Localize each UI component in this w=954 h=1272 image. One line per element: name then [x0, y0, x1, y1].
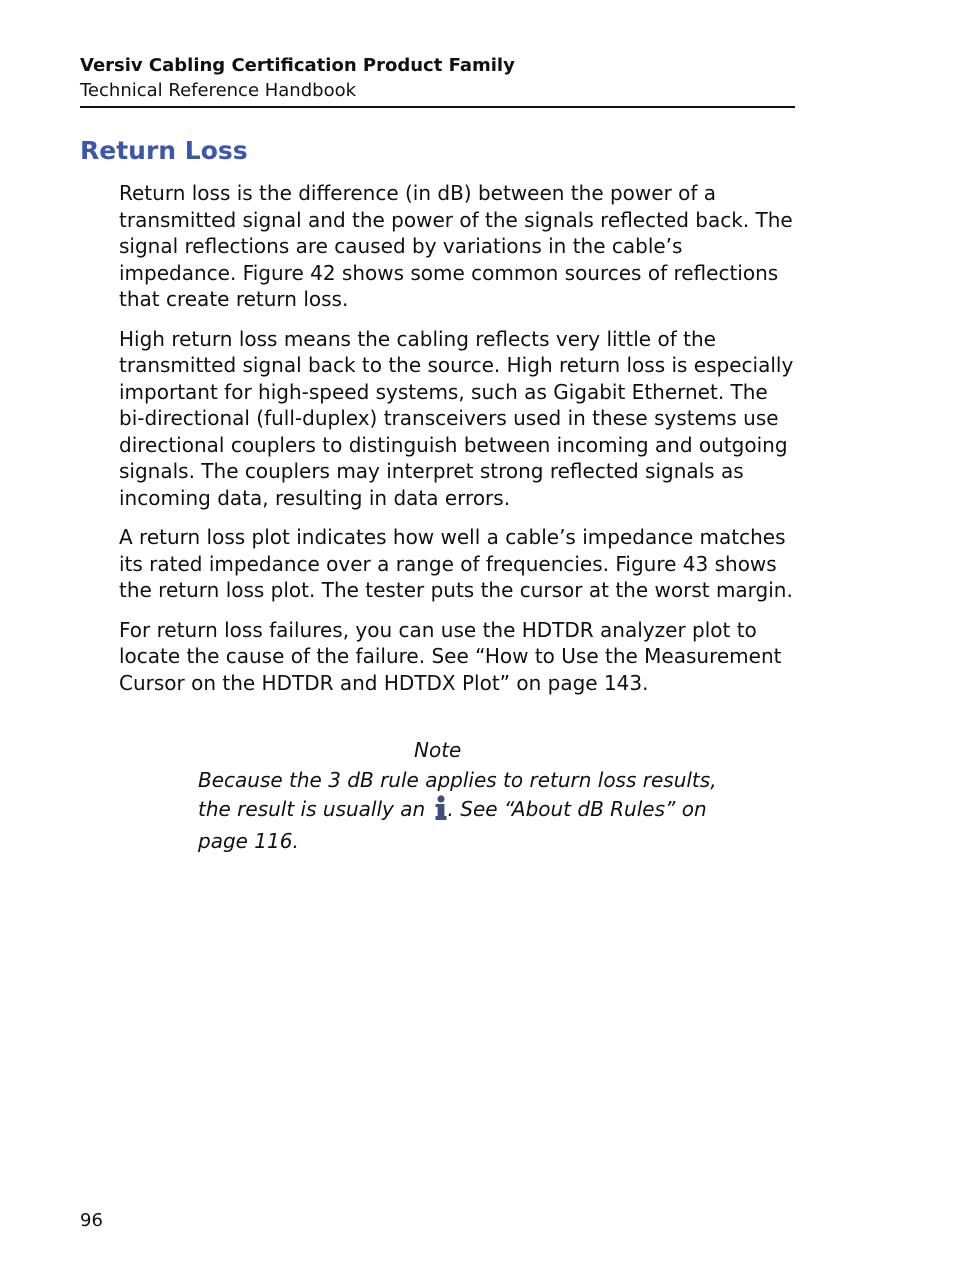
info-icon-graphic: [435, 795, 447, 821]
info-icon: [435, 795, 447, 829]
running-header: [80, 53, 795, 108]
paragraph: Return loss is the difference (in dB) between the power of a transmitted signal and the power of the signals reflected back. The signal reflections are caused by variations in the cable’s impedance. Figure 42 shows some common sources of reflections that create return loss.: [119, 181, 793, 311]
note-text-after-icon: . See “About dB Rules” on page 116.: [198, 796, 707, 853]
paragraph: High return loss means the cabling reflects very little of the transmitted signal back to the source. High return loss is especially important for high-speed systems, such as Gigabit Ethernet. The bi-directional (full-duplex) transceivers used in these systems use directional couplers to distinguish between incoming and outgoing signals. The couplers may interpret strong reflected signals as incoming data, resulting in data errors.: [119, 326, 794, 510]
product-family-title: Versiv Cabling Certification Product Family: [80, 55, 515, 76]
note-text-before-icon: Because the 3 dB rule applies to return loss results, the result is usually an: [198, 768, 717, 821]
page-number: 96: [80, 1210, 103, 1231]
section-body: [119, 180, 799, 709]
paragraph: A return loss plot indicates how well a cable’s impedance matches its rated impedance over a range of frequencies. Figure 43 shows the return loss plot. The tester puts the cursor at the worst margin.: [119, 525, 793, 602]
note-text: [198, 767, 728, 856]
note-label: Note: [414, 738, 462, 762]
section-title: Return Loss: [80, 136, 248, 165]
handbook-title: Technical Reference Handbook: [80, 80, 357, 101]
paragraph: For return loss failures, you can use the HDTDR analyzer plot to locate the cause of the failure. See “How to Use the Measurement Cursor on the HDTDR and HDTDX Plot” on page 143.: [119, 617, 782, 695]
